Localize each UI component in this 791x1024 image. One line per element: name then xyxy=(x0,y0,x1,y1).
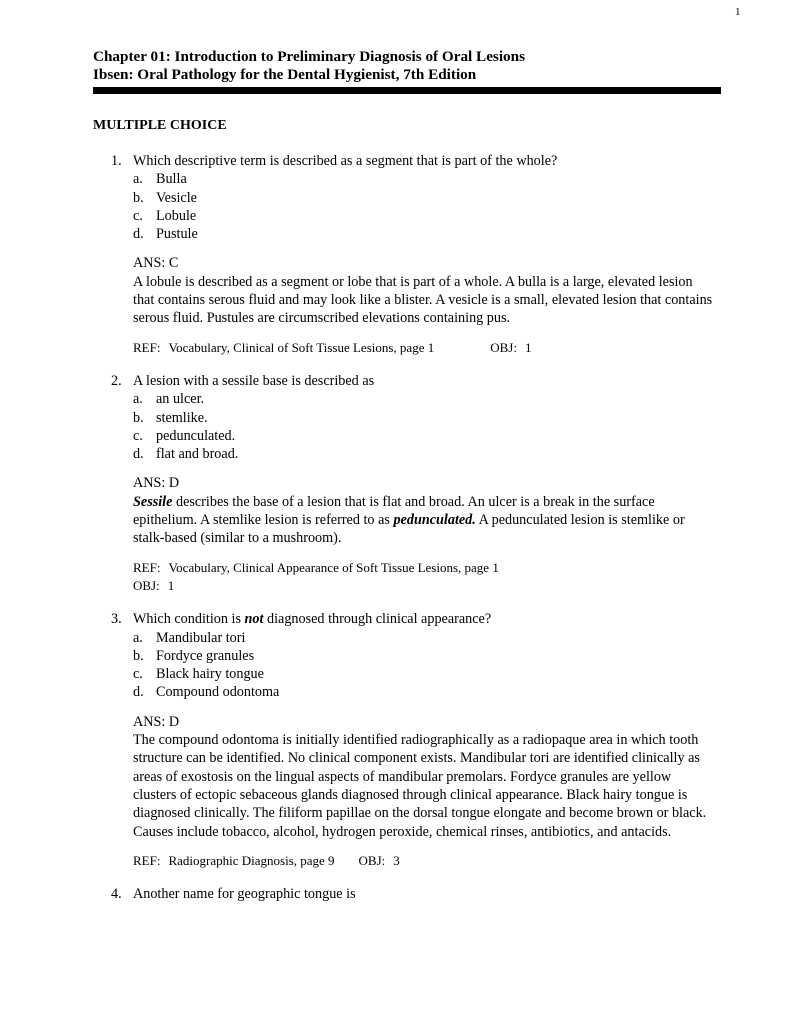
option-letter: d. xyxy=(133,446,144,463)
option-letter: b. xyxy=(133,189,144,206)
question-text: Another name for geographic tongue is xyxy=(133,886,356,903)
question-text xyxy=(133,610,713,628)
option-list xyxy=(133,390,713,463)
rationale-text: A pedunculated lesion is stemlike or stalk-based (similar to a mushroom). xyxy=(133,512,685,547)
option-text: Lobule xyxy=(156,207,197,224)
obj-label: OBJ: xyxy=(133,577,160,593)
option-text: Bulla xyxy=(156,171,187,188)
option-b xyxy=(133,409,713,427)
option-d xyxy=(133,445,713,463)
question-number: 3. xyxy=(111,611,122,628)
option-text: Compound odontoma xyxy=(156,684,280,701)
option-letter: a. xyxy=(133,391,143,408)
option-a xyxy=(133,390,713,408)
question-text: Which descriptive term is described as a segment that is part of the whole? xyxy=(133,153,558,169)
reference-line xyxy=(133,852,713,870)
reference-line xyxy=(133,559,713,577)
question-text-part: diagnosed through clinical appearance? xyxy=(263,611,492,628)
question-emphasis: not xyxy=(244,611,264,628)
option-c xyxy=(133,427,713,445)
option-letter: c. xyxy=(133,427,143,444)
page-number: 1 xyxy=(735,6,741,18)
option-b xyxy=(133,189,713,207)
option-list xyxy=(133,170,713,243)
option-text: an ulcer. xyxy=(156,391,205,408)
option-d xyxy=(133,683,713,701)
option-letter: d. xyxy=(133,226,144,243)
option-text: pedunculated. xyxy=(156,427,236,444)
question-text: A lesion with a sessile base is described as xyxy=(133,372,375,389)
ref-label: REF: xyxy=(133,852,161,868)
question-text-part: Which condition is xyxy=(133,611,245,628)
option-text: flat and broad. xyxy=(156,446,239,463)
rationale-emphasis: pedunculated. xyxy=(393,512,476,529)
option-text: Pustule xyxy=(156,226,198,243)
reference-line xyxy=(133,339,713,357)
option-letter: b. xyxy=(133,647,144,664)
obj-value: 1 xyxy=(524,339,532,355)
answer: ANS: D xyxy=(133,475,180,492)
option-d xyxy=(133,225,713,243)
option-text: Vesicle xyxy=(156,189,197,206)
option-letter: a. xyxy=(133,629,143,646)
option-c xyxy=(133,207,713,225)
obj-label: OBJ: xyxy=(358,852,386,868)
document-header xyxy=(93,48,721,94)
rationale: The compound odontoma is initially identified radiographically as a radiopaque area in which tooth structure can be identified. No clinical component exists. Mandibular tori are identified clinically as areas of exostosis on the lingual aspects of mandibular premolars. Fordyce granules are yellow clusters of ectopic sebaceous glands diagnosed through clinical appearance. Black hairy tongue is diagnosed clinically. The filiform papillae on the dorsal tongue elongate and become brown or black. Causes include tobacco, alcohol, hydrogen peroxide, chemical rinses, antibiotics, and antacids. xyxy=(133,732,707,840)
answer: ANS: C xyxy=(133,255,179,272)
rationale-emphasis: Sessile xyxy=(133,493,173,510)
option-letter: d. xyxy=(133,684,144,701)
option-letter: c. xyxy=(133,666,143,683)
objective-line xyxy=(133,577,713,595)
obj-label: OBJ: xyxy=(490,339,517,355)
answer: ANS: D xyxy=(133,713,180,730)
question-2 xyxy=(93,372,713,595)
option-text: Black hairy tongue xyxy=(156,666,264,683)
obj-value: 3 xyxy=(393,852,400,868)
ref-label: REF: xyxy=(133,559,161,575)
question-number: 1. xyxy=(111,153,122,169)
question-list xyxy=(93,152,713,903)
obj-value: 1 xyxy=(167,577,175,593)
header-rule xyxy=(93,87,721,94)
option-a xyxy=(133,629,713,647)
ref-text: Vocabulary, Clinical Appearance of Soft Tissue Lesions, page 1 xyxy=(168,559,499,575)
option-text: Mandibular tori xyxy=(156,629,246,646)
rationale xyxy=(133,493,713,548)
option-text: Fordyce granules xyxy=(156,647,255,664)
option-letter: c. xyxy=(133,207,143,224)
rationale-text: describes the base of a lesion that is flat and broad. An ulcer is a break in the surface epithelium. A stemlike lesion is referred to as xyxy=(133,493,655,529)
section-title: MULTIPLE CHOICE xyxy=(93,118,227,133)
question-number: 4. xyxy=(111,886,122,903)
ref-text: Radiographic Diagnosis, page 9 xyxy=(168,852,335,868)
ref-text: Vocabulary, Clinical of Soft Tissue Lesions, page 1 xyxy=(168,339,435,355)
ref-label: REF: xyxy=(133,339,161,355)
option-letter: b. xyxy=(133,409,144,426)
question-4 xyxy=(93,885,713,903)
book-title: Ibsen: Oral Pathology for the Dental Hygienist, 7th Edition xyxy=(93,66,477,83)
option-text: stemlike. xyxy=(156,409,208,426)
option-c xyxy=(133,665,713,683)
question-1 xyxy=(93,152,713,357)
option-b xyxy=(133,647,713,665)
rationale: A lobule is described as a segment or lobe that is part of a whole. A bulla is a large, elevated lesion that contains serous fluid and may look like a blister. A vesicle is a small, elevated lesion that contains serous fluid. Pustules are circumscribed elevations containing pus. xyxy=(133,273,713,327)
question-3 xyxy=(93,610,713,870)
option-list xyxy=(133,629,713,702)
chapter-title: Chapter 01: Introduction to Preliminary Diagnosis of Oral Lesions xyxy=(93,48,526,65)
option-letter: a. xyxy=(133,171,143,188)
option-a xyxy=(133,170,713,188)
question-number: 2. xyxy=(111,372,122,389)
